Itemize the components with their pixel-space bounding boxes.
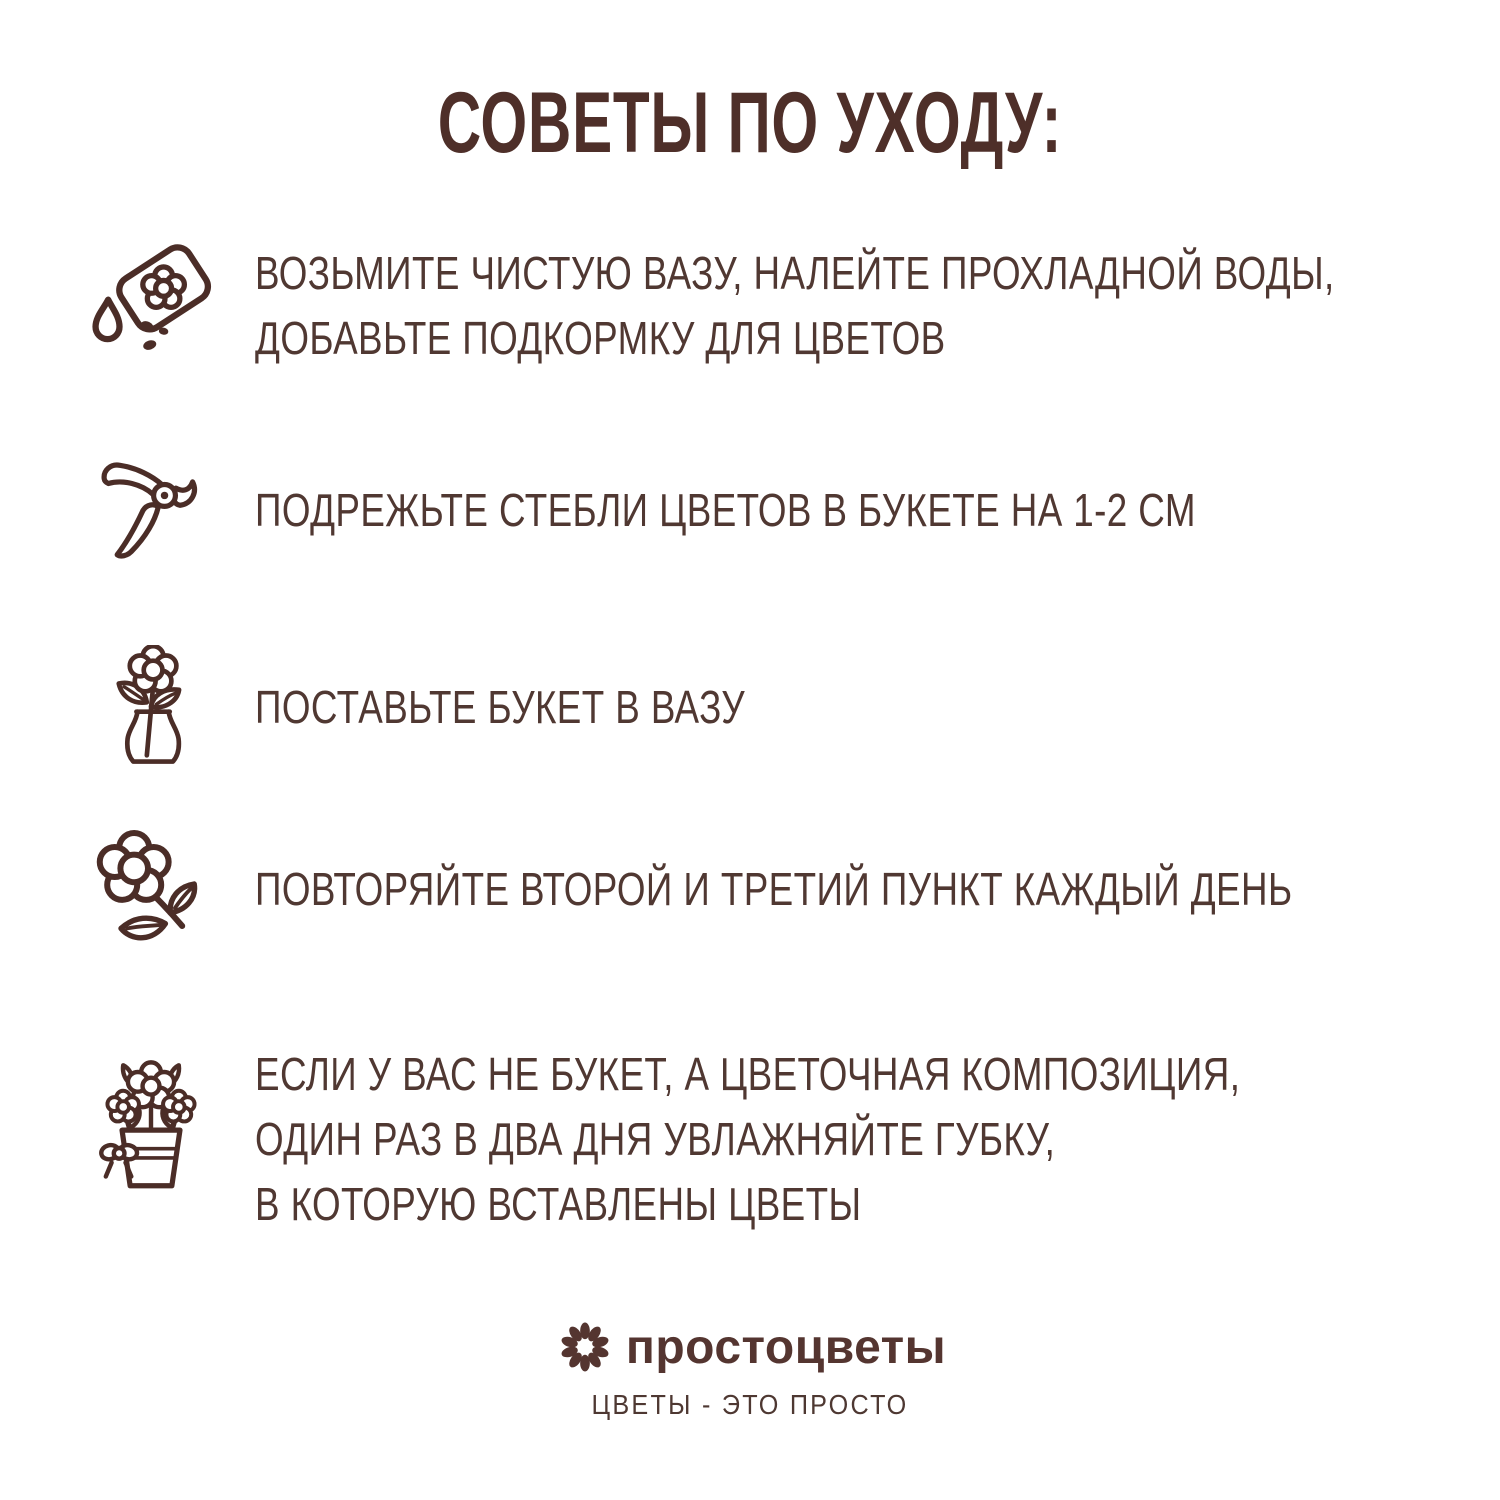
care-step-text (255, 857, 1293, 922)
care-step-text (255, 478, 1196, 543)
brand-flower-icon (554, 1316, 616, 1378)
text-line: В КОТОРУЮ ВСТАВЛЕНЫ ЦВЕТЫ (255, 1178, 862, 1230)
care-step-2 (83, 450, 1431, 570)
care-step-text (255, 1042, 1240, 1237)
text-line: ПОСТАВЬТЕ БУКЕТ В ВАЗУ (255, 681, 746, 733)
text-line: ДОБАВЬТЕ ПОДКОРМКУ ДЛЯ ЦВЕТОВ (255, 311, 946, 364)
brand-name: простоцветы (625, 1320, 947, 1374)
brand-tagline: ЦВЕТЫ - ЭТО ПРОСТО (591, 1389, 909, 1420)
flower-icon (91, 830, 211, 950)
text-line: ОДИН РАЗ В ДВА ДНЯ УВЛАЖНЯЙТЕ ГУБКУ, (255, 1113, 1056, 1165)
flower-icon (83, 830, 218, 950)
care-step-3 (83, 640, 868, 775)
fertilizer-packet-icon (83, 243, 218, 369)
flower-pot-icon (83, 1056, 218, 1224)
flower-in-vase-icon (83, 645, 218, 770)
care-step-text (255, 675, 745, 740)
care-step-text (255, 241, 1335, 371)
flower-in-vase-icon (99, 645, 203, 770)
text-line: ЕСЛИ У ВАС НЕ БУКЕТ, А ЦВЕТОЧНАЯ КОМПОЗИЦИЯ, (255, 1048, 1241, 1100)
brand-logo (0, 1314, 1500, 1380)
page-title: СОВЕТЫ ПО УХОДУ: (437, 75, 1063, 171)
flower-pot-icon (93, 1056, 209, 1224)
text-line: ПОВТОРЯЙТЕ ВТОРОЙ И ТРЕТИЙ ПУНКТ КАЖДЫЙ ДЕНЬ (255, 863, 1293, 915)
fertilizer-packet-icon (88, 243, 214, 369)
brand-footer (0, 1314, 1500, 1421)
text-line: ПОДРЕЖЬТЕ СТЕБЛИ ЦВЕТОВ В БУКЕТЕ НА 1-2 СМ (255, 483, 1196, 536)
care-step-1 (83, 238, 1500, 373)
care-step-5 (83, 1042, 1487, 1237)
pruning-shears-icon (83, 458, 218, 562)
pruning-shears-icon (90, 458, 212, 562)
care-step-4 (83, 832, 1500, 947)
water-drop-icon (95, 299, 119, 338)
text-line: ВОЗЬМИТЕ ЧИСТУЮ ВАЗУ, НАЛЕЙТЕ ПРОХЛАДНОЙ ВОДЫ, (255, 246, 1335, 299)
